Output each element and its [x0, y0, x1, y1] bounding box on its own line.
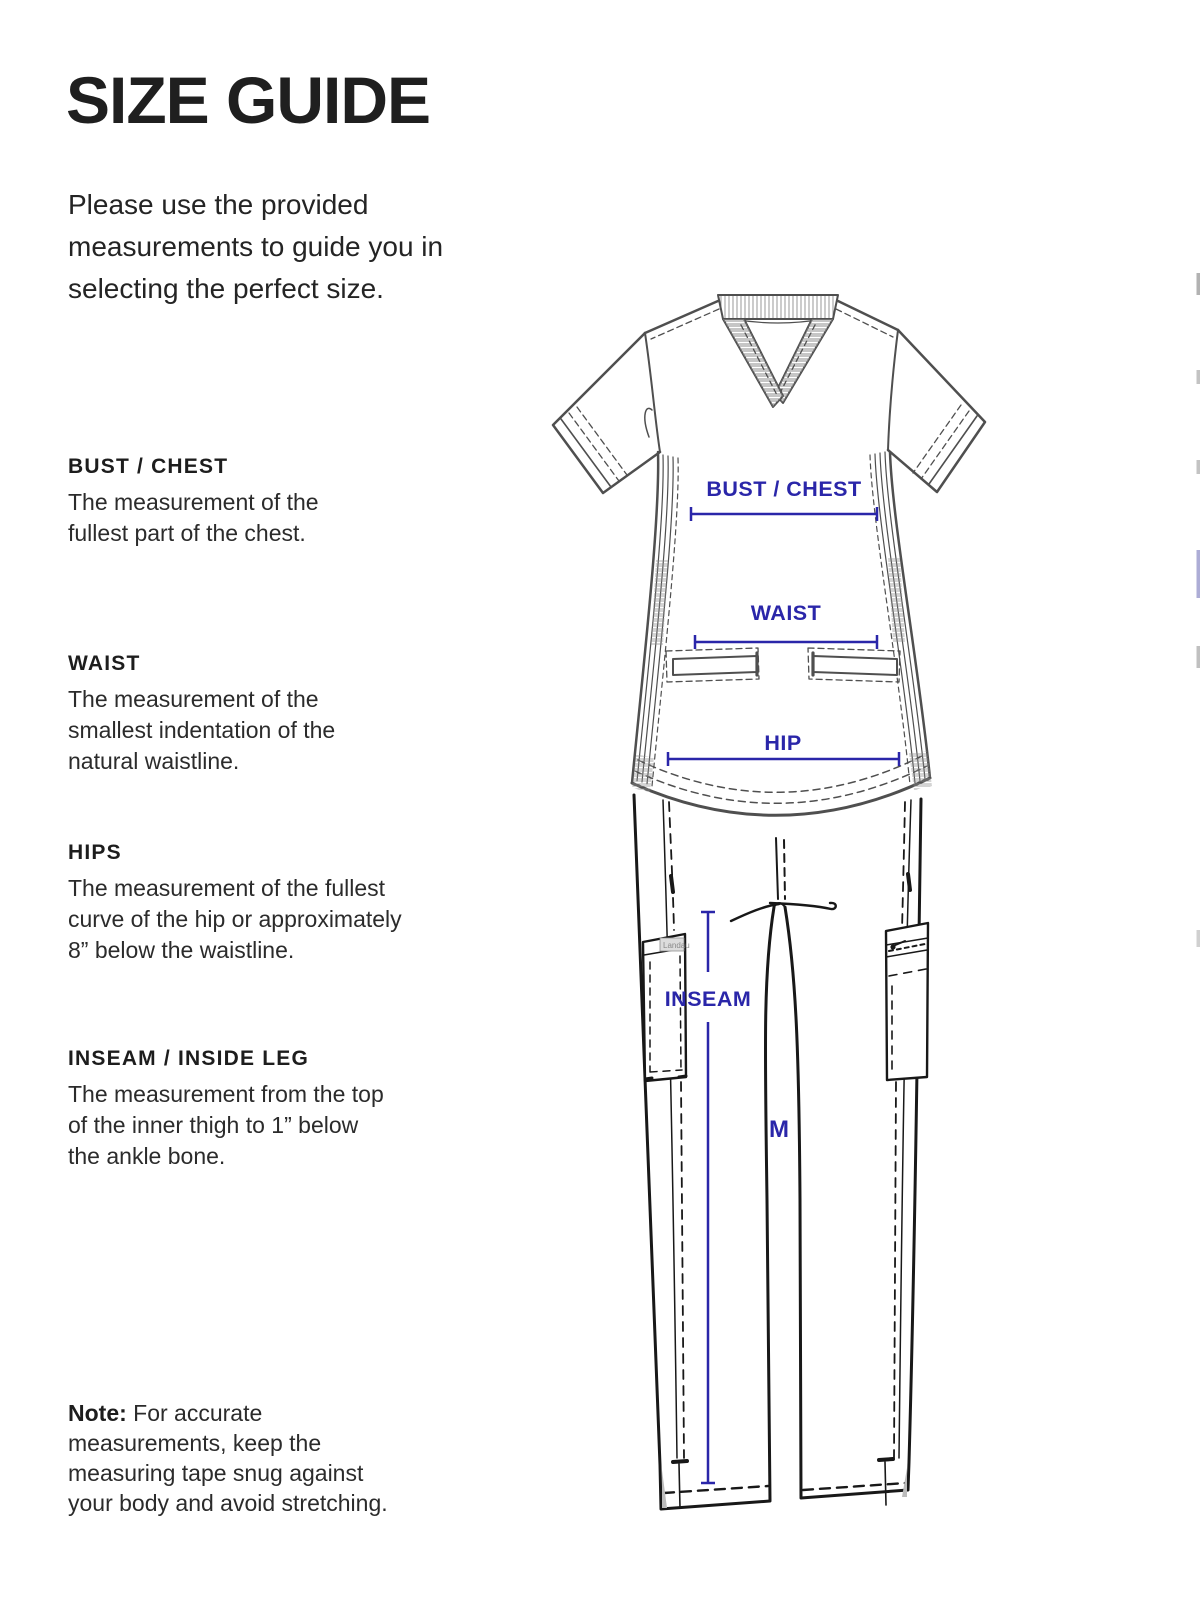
measurement-note: Note: For accurate measurements, keep the measuring tape snug against your body and avoid stretching. — [68, 1400, 388, 1516]
right-hem-stitch — [803, 1483, 906, 1490]
section-body: The measurement of the fullest part of the chest. — [68, 489, 319, 546]
right-cuff-band — [929, 416, 977, 484]
cropped-edge-fragment — [1197, 273, 1200, 295]
left-cuff-band — [561, 419, 611, 487]
section-heading: INSEAM / INSIDE LEG — [68, 1047, 309, 1070]
collar-band-top — [718, 295, 838, 319]
right-welt-pocket — [813, 656, 897, 675]
zipper-pull-ring — [890, 944, 895, 949]
size-label: M — [769, 1116, 789, 1143]
left-welt-pocket — [673, 656, 757, 675]
left-vent-tick — [673, 1461, 687, 1462]
left-bartack — [671, 876, 673, 892]
hanger-loop — [645, 408, 652, 437]
cropped-edge-fragment — [1197, 930, 1200, 947]
section-heading: HIPS — [68, 841, 122, 864]
inseam-label: INSEAM — [664, 987, 752, 1011]
right-vent-shade — [902, 1468, 907, 1497]
cropped-edge-fragments — [1197, 273, 1200, 947]
intro-line: measurements to guide you in — [68, 231, 444, 262]
section-body: The measurement of the smallest indentation of the natural waistline. — [68, 686, 336, 774]
note-label: Note: — [68, 1400, 127, 1426]
section-heading: WAIST — [68, 652, 141, 675]
pants-right-side-seam — [899, 800, 911, 1458]
intro-line: Please use the provided — [68, 189, 369, 220]
section-body: The measurement from the top of the inner thigh to 1” below the ankle bone. — [68, 1081, 384, 1169]
bust-label: BUST / CHEST — [706, 477, 862, 501]
pants-fly-seam — [776, 838, 778, 899]
right-sleeve-outline — [888, 330, 985, 492]
cropped-edge-fragment — [1197, 460, 1200, 474]
pants-fly-stitch — [784, 840, 785, 899]
right-bartack — [908, 874, 910, 890]
page-title: SIZE GUIDE — [66, 63, 431, 137]
pants-right-leg-outline — [785, 799, 921, 1498]
waist-label: WAIST — [750, 601, 822, 625]
hip-label: HIP — [764, 731, 802, 755]
intro-line: selecting the perfect size. — [68, 273, 384, 304]
pocket-brand-text: Landau — [663, 941, 690, 950]
left-vent-slit — [679, 1464, 680, 1508]
pants-left-side-seam — [663, 800, 677, 1458]
scrub-pants-drawing — [634, 795, 928, 1509]
section-heading: BUST / CHEST — [68, 455, 229, 478]
right-vent-tick — [879, 1459, 893, 1460]
right-vent-slit — [885, 1462, 886, 1505]
pants-left-leg-outline — [634, 795, 774, 1509]
cropped-edge-fragment — [1197, 370, 1200, 384]
cropped-edge-fragment — [1197, 646, 1200, 668]
left-vent-shade — [662, 1470, 667, 1508]
section-body: The measurement of the fullest curve of the hip or approximately 8” below the waistline. — [68, 875, 402, 963]
cropped-edge-fragment — [1197, 550, 1200, 598]
